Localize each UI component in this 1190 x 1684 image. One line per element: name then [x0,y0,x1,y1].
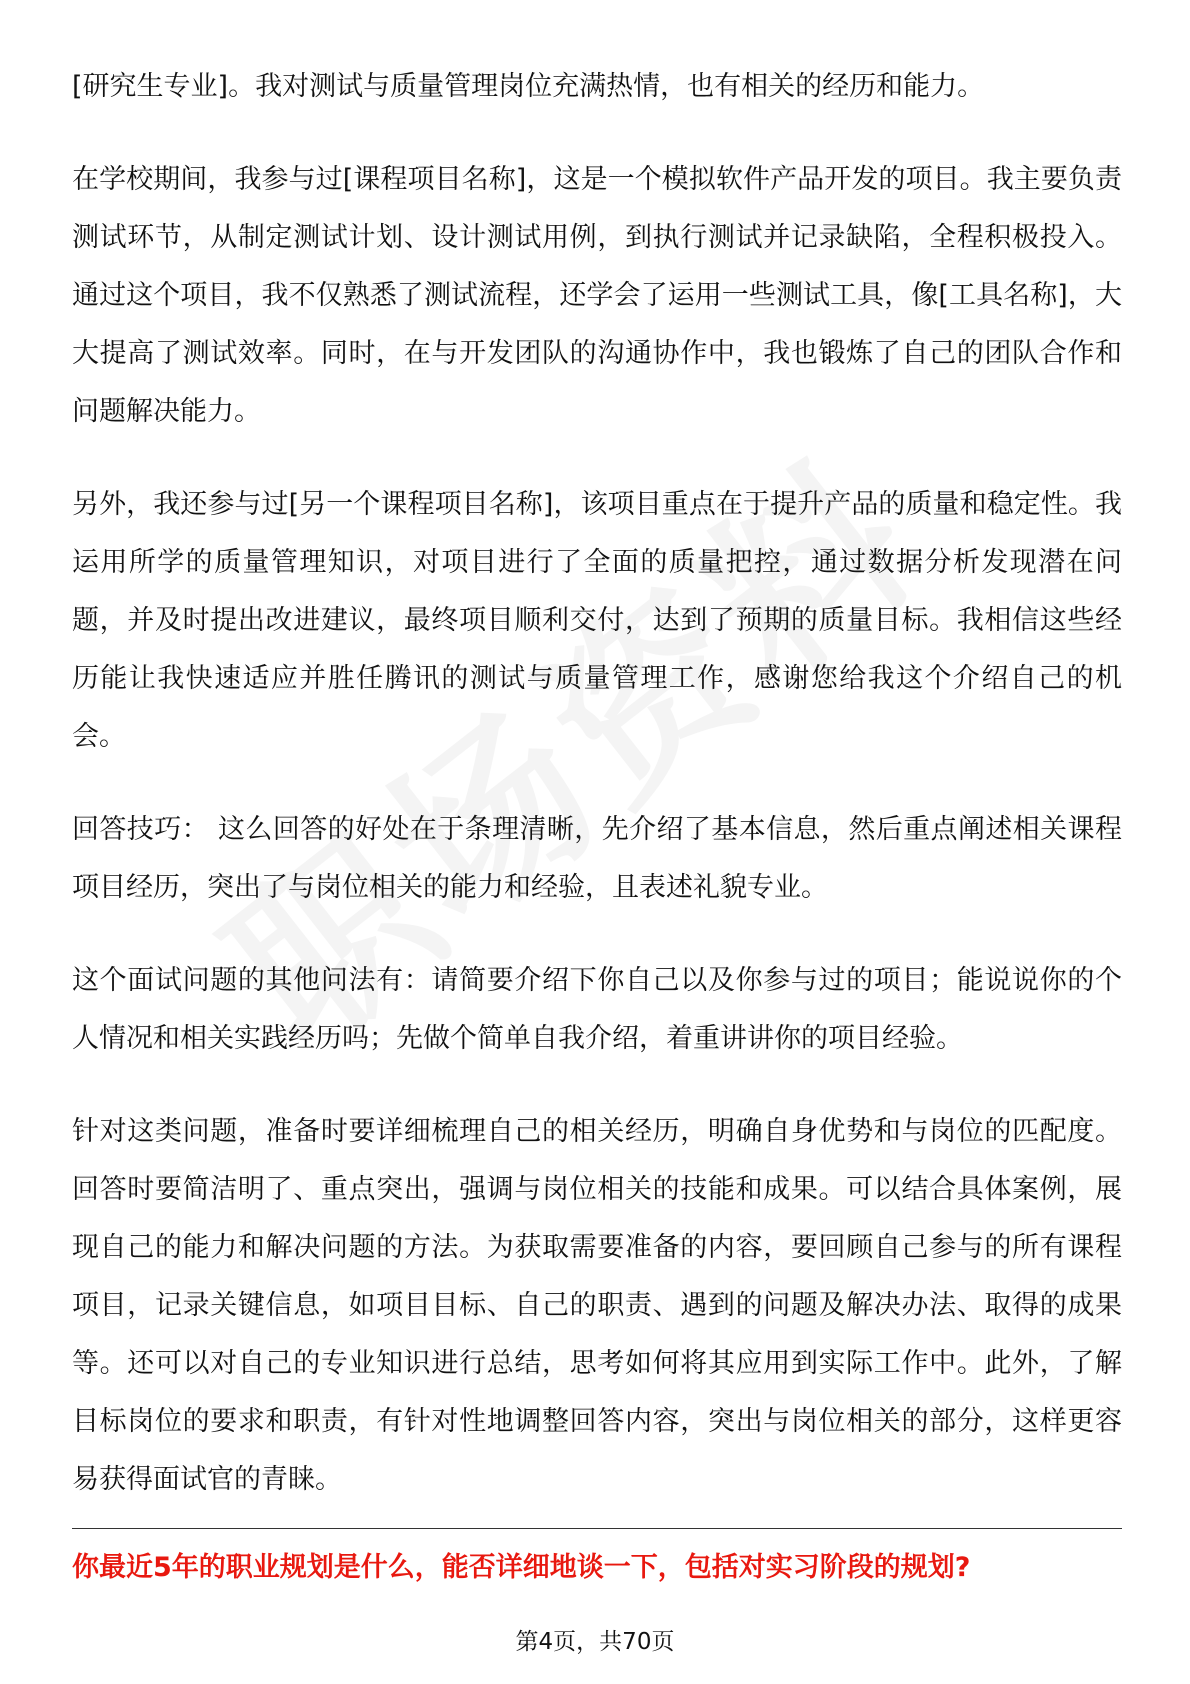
next-question-heading: 你最近5年的职业规划是什么，能否详细地谈一下，包括对实习阶段的规划? [72,1552,971,1583]
document-body [72,58,1122,1544]
alternative-questions: 这个面试问题的其他问法有：请简要介绍下你自己以及你参与过的项目；能说说你的个人情况和相关实践经历吗；先做个简单自我介绍，着重讲讲你的项目经验。 [72,965,1122,1054]
answer-tip: 回答技巧： 这么回答的好处在于条理清晰，先介绍了基本信息，然后重点阐述相关课程项目经历，突出了与岗位相关的能力和经验，且表述礼貌专业。 [72,814,1122,903]
paragraph: 在学校期间，我参与过[课程项目名称]，这是一个模拟软件产品开发的项目。我主要负责测试环节，从制定测试计划、设计测试用例，到执行测试并记录缺陷，全程积极投入。通过这个项目，我不仅熟悉了测试流程，还学会了运用一些测试工具，像[工具名称]，大大提高了测试效率。同时，在与开发团队的沟通协作中，我也锻炼了自己的团队合作和问题解决能力。 [72,164,1122,427]
paragraph: 另外，我还参与过[另一个课程项目名称]，该项目重点在于提升产品的质量和稳定性。我运用所学的质量管理知识，对项目进行了全面的质量把控，通过数据分析发现潜在问题，并及时提出改进建议，最终项目顺利交付，达到了预期的质量目标。我相信这些经历能让我快速适应并胜任腾讯的测试与质量管理工作，感谢您给我这个介绍自己的机会。 [72,489,1122,752]
page-number: 第4页，共70页 [515,1629,675,1655]
preparation-advice: 针对这类问题，准备时要详细梳理自己的相关经历，明确自身优势和与岗位的匹配度。回答时要简洁明了、重点突出，强调与岗位相关的技能和成果。可以结合具体案例，展现自己的能力和解决问题的方法。为获取需要准备的内容，要回顾自己参与的所有课程项目，记录关键信息，如项目目标、自己的职责、遇到的问题及解决办法、取得的成果等。还可以对自己的专业知识进行总结，思考如何将其应用到实际工作中。此外，了解目标岗位的要求和职责，有针对性地调整回答内容，突出与岗位相关的部分，这样更容易获得面试官的青睐。 [72,1116,1122,1495]
paragraph: [研究生专业]。我对测试与质量管理岗位充满热情，也有相关的经历和能力。 [72,71,985,102]
